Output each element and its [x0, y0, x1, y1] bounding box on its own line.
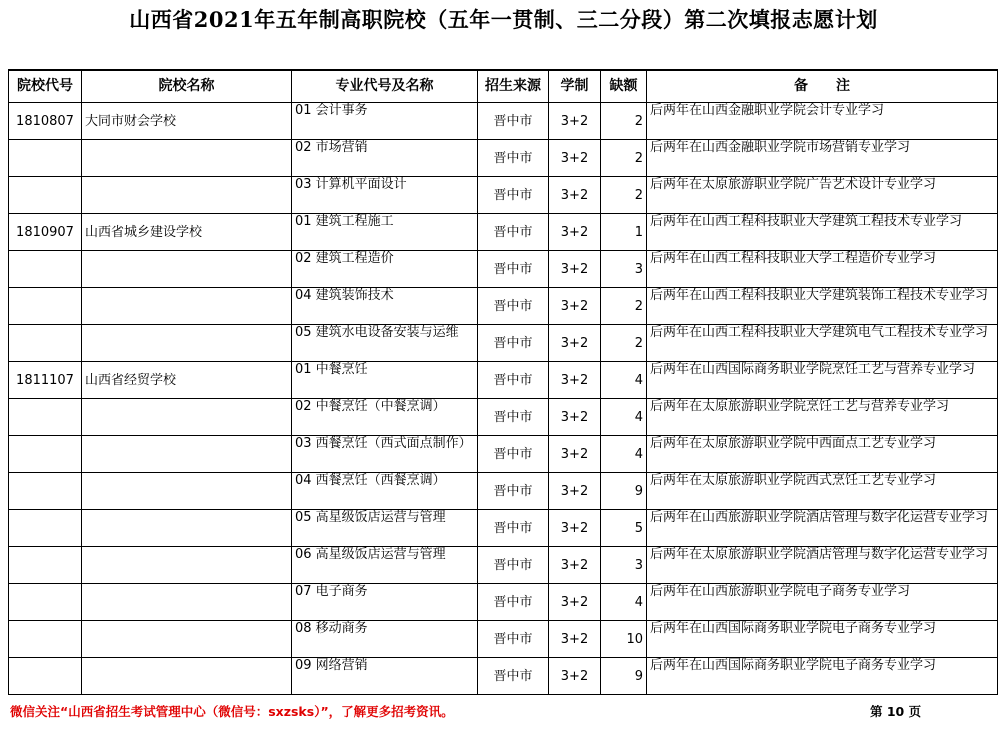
source-cell: 晋中市 [478, 547, 549, 584]
vacancy-cell: 2 [601, 288, 647, 325]
plan-table-body [9, 103, 998, 695]
school-code-cell [9, 584, 82, 621]
table-row [9, 510, 998, 547]
school-code-cell [9, 658, 82, 695]
plan-table [8, 69, 998, 695]
school-name-cell [82, 510, 292, 547]
major-cell: 09 网络营销 [292, 658, 478, 695]
duration-cell: 3+2 [549, 362, 601, 399]
header-remark: 备 注 [647, 70, 998, 103]
remark-cell: 后两年在太原旅游职业学院酒店管理与数字化运营专业学习 [647, 547, 998, 584]
source-cell: 晋中市 [478, 621, 549, 658]
school-code-cell [9, 621, 82, 658]
school-code-cell [9, 325, 82, 362]
school-code-cell: 1810807 [9, 103, 82, 140]
table-row [9, 399, 998, 436]
remark-cell: 后两年在山西国际商务职业学院烹饪工艺与营养专业学习 [647, 362, 998, 399]
school-code-cell [9, 177, 82, 214]
duration-cell: 3+2 [549, 547, 601, 584]
page-title: 山西省2021年五年制高职院校（五年一贯制、三二分段）第二次填报志愿计划 [129, 7, 878, 32]
remark-cell: 后两年在太原旅游职业学院烹饪工艺与营养专业学习 [647, 399, 998, 436]
header-major: 专业代号及名称 [292, 70, 478, 103]
remark-cell: 后两年在太原旅游职业学院广告艺术设计专业学习 [647, 177, 998, 214]
vacancy-cell: 2 [601, 325, 647, 362]
school-code-cell [9, 251, 82, 288]
duration-cell: 3+2 [549, 658, 601, 695]
table-row [9, 140, 998, 177]
source-cell: 晋中市 [478, 103, 549, 140]
major-cell: 03 西餐烹饪（西式面点制作） [292, 436, 478, 473]
vacancy-cell: 1 [601, 214, 647, 251]
duration-cell: 3+2 [549, 399, 601, 436]
major-cell: 06 高星级饭店运营与管理 [292, 547, 478, 584]
duration-cell: 3+2 [549, 214, 601, 251]
remark-cell: 后两年在太原旅游职业学院西式烹饪工艺专业学习 [647, 473, 998, 510]
vacancy-cell: 9 [601, 473, 647, 510]
footer-notice: 微信关注“山西省招生考试管理中心（微信号：sxzsks）”，了解更多招考资讯。 [10, 704, 454, 719]
school-name-cell: 山西省城乡建设学校 [82, 214, 292, 251]
remark-cell: 后两年在山西工程科技职业大学工程造价专业学习 [647, 251, 998, 288]
school-code-cell [9, 436, 82, 473]
remark-cell: 后两年在山西工程科技职业大学建筑装饰工程技术专业学习 [647, 288, 998, 325]
table-row [9, 362, 998, 399]
school-code-cell [9, 140, 82, 177]
vacancy-cell: 2 [601, 103, 647, 140]
major-cell: 02 建筑工程造价 [292, 251, 478, 288]
table-row [9, 177, 998, 214]
source-cell: 晋中市 [478, 362, 549, 399]
school-name-cell [82, 584, 292, 621]
source-cell: 晋中市 [478, 584, 549, 621]
table-row [9, 658, 998, 695]
table-row [9, 251, 998, 288]
school-name-cell [82, 325, 292, 362]
school-name-cell: 山西省经贸学校 [82, 362, 292, 399]
school-name-cell [82, 140, 292, 177]
source-cell: 晋中市 [478, 177, 549, 214]
vacancy-cell: 2 [601, 140, 647, 177]
major-cell: 05 建筑水电设备安装与运维 [292, 325, 478, 362]
remark-cell: 后两年在山西金融职业学院市场营销专业学习 [647, 140, 998, 177]
source-cell: 晋中市 [478, 288, 549, 325]
table-row [9, 325, 998, 362]
vacancy-cell: 10 [601, 621, 647, 658]
major-cell: 01 会计事务 [292, 103, 478, 140]
table-row [9, 584, 998, 621]
duration-cell: 3+2 [549, 473, 601, 510]
school-code-cell [9, 510, 82, 547]
vacancy-cell: 4 [601, 436, 647, 473]
remark-cell: 后两年在山西国际商务职业学院电子商务专业学习 [647, 621, 998, 658]
school-name-cell [82, 177, 292, 214]
header-school-code: 院校代号 [9, 70, 82, 103]
vacancy-cell: 3 [601, 547, 647, 584]
table-row [9, 103, 998, 140]
duration-cell: 3+2 [549, 436, 601, 473]
remark-cell: 后两年在山西国际商务职业学院电子商务专业学习 [647, 658, 998, 695]
vacancy-cell: 2 [601, 177, 647, 214]
duration-cell: 3+2 [549, 325, 601, 362]
duration-cell: 3+2 [549, 510, 601, 547]
major-cell: 05 高星级饭店运营与管理 [292, 510, 478, 547]
major-cell: 04 建筑装饰技术 [292, 288, 478, 325]
duration-cell: 3+2 [549, 140, 601, 177]
duration-cell: 3+2 [549, 621, 601, 658]
table-row [9, 621, 998, 658]
vacancy-cell: 9 [601, 658, 647, 695]
source-cell: 晋中市 [478, 325, 549, 362]
school-code-cell [9, 288, 82, 325]
table-row [9, 288, 998, 325]
table-row [9, 436, 998, 473]
major-cell: 01 中餐烹饪 [292, 362, 478, 399]
school-code-cell [9, 473, 82, 510]
school-name-cell [82, 251, 292, 288]
source-cell: 晋中市 [478, 140, 549, 177]
remark-cell: 后两年在山西旅游职业学院电子商务专业学习 [647, 584, 998, 621]
vacancy-cell: 4 [601, 399, 647, 436]
duration-cell: 3+2 [549, 584, 601, 621]
school-code-cell: 1810907 [9, 214, 82, 251]
major-cell: 02 中餐烹饪（中餐烹调） [292, 399, 478, 436]
header-vacancy: 缺额 [601, 70, 647, 103]
major-cell: 08 移动商务 [292, 621, 478, 658]
source-cell: 晋中市 [478, 510, 549, 547]
page-number: 第 10 页 [870, 704, 922, 719]
major-cell: 01 建筑工程施工 [292, 214, 478, 251]
remark-cell: 后两年在山西金融职业学院会计专业学习 [647, 103, 998, 140]
header-school-name: 院校名称 [82, 70, 292, 103]
school-name-cell [82, 399, 292, 436]
source-cell: 晋中市 [478, 399, 549, 436]
vacancy-cell: 5 [601, 510, 647, 547]
school-name-cell [82, 621, 292, 658]
major-cell: 04 西餐烹饪（西餐烹调） [292, 473, 478, 510]
school-name-cell: 大同市财会学校 [82, 103, 292, 140]
duration-cell: 3+2 [549, 177, 601, 214]
source-cell: 晋中市 [478, 473, 549, 510]
table-header-row [9, 70, 998, 103]
remark-cell: 后两年在山西旅游职业学院酒店管理与数字化运营专业学习 [647, 510, 998, 547]
duration-cell: 3+2 [549, 103, 601, 140]
school-name-cell [82, 436, 292, 473]
remark-cell: 后两年在山西工程科技职业大学建筑电气工程技术专业学习 [647, 325, 998, 362]
duration-cell: 3+2 [549, 251, 601, 288]
remark-cell: 后两年在山西工程科技职业大学建筑工程技术专业学习 [647, 214, 998, 251]
vacancy-cell: 4 [601, 362, 647, 399]
major-cell: 07 电子商务 [292, 584, 478, 621]
vacancy-cell: 3 [601, 251, 647, 288]
source-cell: 晋中市 [478, 214, 549, 251]
school-name-cell [82, 547, 292, 584]
school-name-cell [82, 288, 292, 325]
remark-cell: 后两年在太原旅游职业学院中西面点工艺专业学习 [647, 436, 998, 473]
school-code-cell: 1811107 [9, 362, 82, 399]
duration-cell: 3+2 [549, 288, 601, 325]
table-row [9, 547, 998, 584]
school-name-cell [82, 473, 292, 510]
school-code-cell [9, 547, 82, 584]
major-cell: 02 市场营销 [292, 140, 478, 177]
table-row [9, 473, 998, 510]
vacancy-cell: 4 [601, 584, 647, 621]
major-cell: 03 计算机平面设计 [292, 177, 478, 214]
source-cell: 晋中市 [478, 251, 549, 288]
source-cell: 晋中市 [478, 436, 549, 473]
school-code-cell [9, 399, 82, 436]
school-name-cell [82, 658, 292, 695]
source-cell: 晋中市 [478, 658, 549, 695]
header-source: 招生来源 [478, 70, 549, 103]
header-duration: 学制 [549, 70, 601, 103]
table-row [9, 214, 998, 251]
